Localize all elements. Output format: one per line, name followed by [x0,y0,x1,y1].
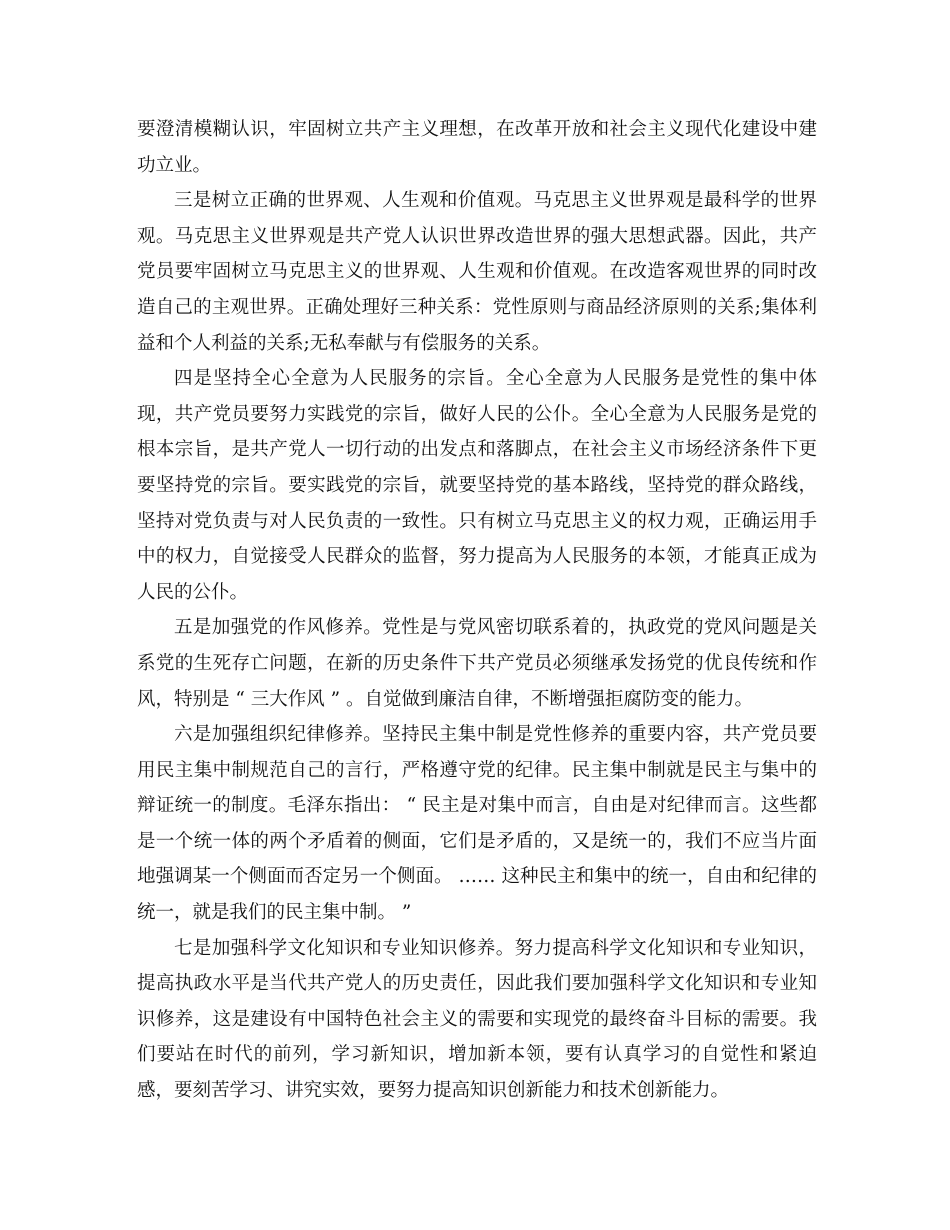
paragraph-knowledge: 七是加强科学文化知识和专业知识修养。努力提高科学文化知识和专业知识，提高执政水平是当代共产党人的历史责任，因此我们要加强科学文化知识和专业知识修养，这是建设有中国特色社会主义的需要和实现党的最终奋斗目标的需要。我们要站在时代的前列，学习新知识，增加新本领，要有认真学习的自觉性和紧迫感，要刻苦学习、讲究实效，要努力提高知识创新能力和技术创新能力。 [137,937,817,1102]
document-body [137,112,817,1109]
paragraph-discipline: 六是加强组织纪律修养。坚持民主集中制是党性修养的重要内容，共产党员要用民主集中制规范自己的言行，严格遵守党的纪律。民主集中制就是民主与集中的辩证统一的制度。毛泽东指出： “ 民主是对集中而言，自由是对纪律而言。这些都是一个统一体的两个矛盾着的侧面，它们是矛盾的，又是统一的，我们不应当片面地强调某一个侧面而否定另一个侧面。 …… 这种民主和集中的统一，自由和纪律的统一，就是我们的民主集中制。 ” [137,724,817,924]
paragraph-work-style: 五是加强党的作风修养。党性是与党风密切联系着的，执政党的党风问题是关系党的生死存亡问题，在新的历史条件下共产党员必须继承发扬党的优良传统和作风，特别是 “ 三大作风 ” 。自觉做到廉洁自律，不断增强拒腐防变的能力。 [137,617,817,710]
paragraph-continuation: 要澄清模糊认识，牢固树立共产主义理想，在改革开放和社会主义现代化建设中建功立业。 [137,119,817,176]
paragraph-serve-people: 四是坚持全心全意为人民服务的宗旨。全心全意为人民服务是党性的集中体现，共产党员要努力实践党的宗旨，做好人民的公仆。全心全意为人民服务是党的根本宗旨，是共产党人一切行动的出发点和落脚点，在社会主义市场经济条件下更要坚持党的宗旨。要实践党的宗旨，就要坚持党的基本路线，坚持党的群众路线，坚持对党负责与对人民负责的一致性。只有树立马克思主义的权力观，正确运用手中的权力，自觉接受人民群众的监督，努力提高为人民服务的本领，才能真正成为人民的公仆。 [137,368,817,603]
paragraph-worldview: 三是树立正确的世界观、人生观和价值观。马克思主义世界观是最科学的世界观。马克思主义世界观是共产党人认识世界改造世界的强大思想武器。因此，共产党员要牢固树立马克思主义的世界观、人生观和价值观。在改造客观世界的同时改造自己的主观世界。正确处理好三种关系：党性原则与商品经济原则的关系;集体利益和个人利益的关系;无私奉献与有偿服务的关系。 [137,190,817,354]
